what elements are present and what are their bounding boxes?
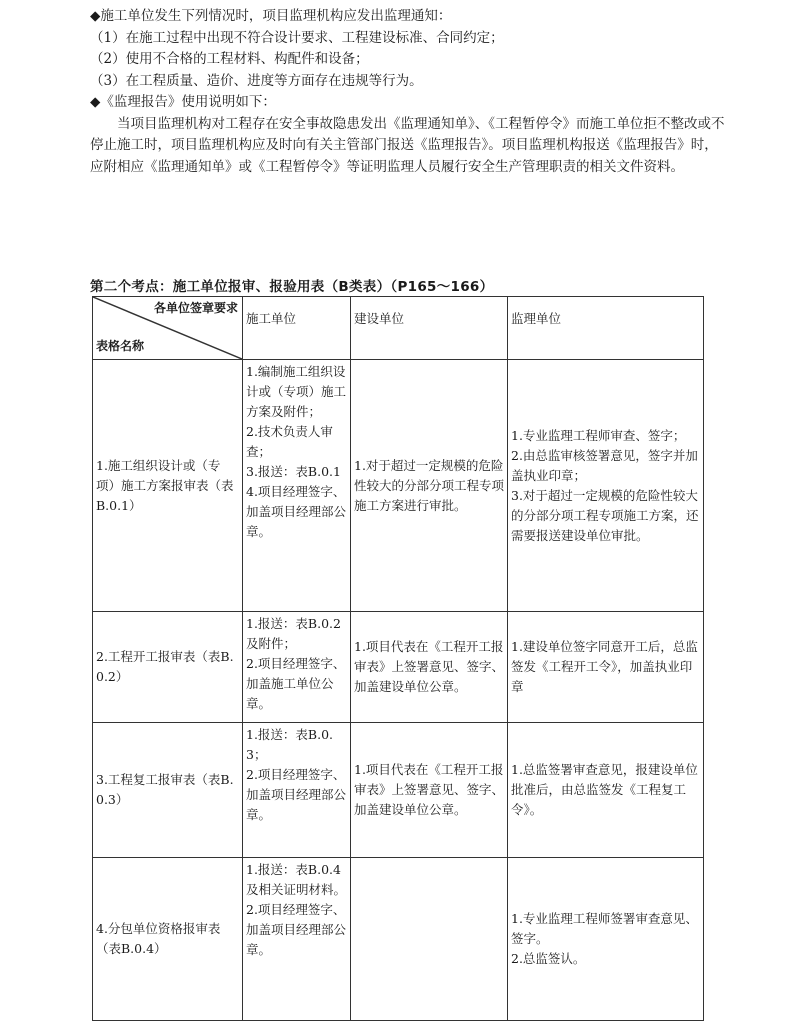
supervision-cell: 1.专业监理工程师审查、签字； 2.由总监审核签署意见，签字并加盖执业印章； 3.对于超过一定规模的危险性较大的分部分项工程专项施工方案，还需要报送建设单位审批。 [508,360,704,612]
table-header-row [93,297,704,360]
owner-cell [351,858,508,1021]
supervision-cell: 1.建设单位签字同意开工后，总监签发《工程开工令》，加盖执业印章 [508,612,704,723]
form-name-cell: 2.工程开工报审表（表B.0.2） [93,612,243,723]
table-row [93,360,704,612]
intro-line: ◆《监理报告》使用说明如下： [90,94,276,110]
forms-table [92,296,704,1021]
corner-header-cell [93,297,243,360]
intro-line: （1）在施工过程中出现不符合设计要求、工程建设标准、合同约定； [90,29,504,46]
table-row [93,858,704,1021]
owner-cell: 1.对于超过一定规模的危险性较大的分部分项工程专项施工方案进行审批。 [351,360,508,612]
intro-line: ◆施工单位发生下列情况时，项目监理机构应发出监理通知： [90,8,452,24]
header-supervision: 监理单位 [508,297,704,360]
owner-cell: 1.项目代表在《工程开工报审表》上签署意见、签字、加盖建设单位公章。 [351,612,508,723]
form-name-cell: 4.分包单位资格报审表（表B.0.4） [93,858,243,1021]
header-owner: 建设单位 [351,297,508,360]
intro-line: （2）使用不合格的工程材料、构配件和设备； [90,51,369,67]
supervision-cell: 1.总监签署审查意见，报建设单位批准后，由总监签发《工程复工令》。 [508,723,704,858]
corner-top-label: 各单位签章要求 [153,301,238,315]
intro-paragraph: 当项目监理机构对工程存在安全事故隐患发出《监理通知单》、《工程暂停令》而施工单位拒不整改或不停止施工时，项目监理机构应及时向有关主管部门报送《监理报告》。项目监理机构报送《监理报告》时，应附相应《监理通知单》或《工程暂停令》等证明监理人员履行安全生产管理职责的相关文件资料。 [90,115,725,175]
table-row [93,612,704,723]
construction-cell: 1.编制施工组织设计或（专项）施工方案及附件； 2.技术负责人审查； 3.报送：表B.0.1 4.项目经理签字、加盖项目经理部公章。 [243,360,351,612]
supervision-cell: 1.专业监理工程师签署审查意见、签字。 2.总监签认。 [508,858,704,1021]
owner-cell: 1.项目代表在《工程开工报审表》上签署意见、签字、加盖建设单位公章。 [351,723,508,858]
corner-bottom-label: 表格名称 [96,339,145,353]
form-name-cell: 1.施工组织设计或（专项）施工方案报审表（表B.0.1） [93,360,243,612]
construction-cell: 1.报送：表B.0.4及相关证明材料。 2.项目经理签字、加盖项目经理部公章。 [243,858,351,1021]
construction-cell: 1.报送：表B.0.2及附件； 2.项目经理签字、加盖施工单位公章。 [243,612,351,723]
construction-cell: 1.报送：表B.0.3； 2.项目经理签字、加盖项目经理部公章。 [243,723,351,858]
intro-section [90,6,730,178]
table-title: 第二个考点：施工单位报审、报验用表（B类表）（P165～166） [90,279,494,295]
header-construction: 施工单位 [243,297,351,360]
form-name-cell: 3.工程复工报审表（表B.0.3） [93,723,243,858]
intro-line: （3）在工程质量、造价、进度等方面存在违规等行为。 [90,72,423,89]
table-row [93,723,704,858]
